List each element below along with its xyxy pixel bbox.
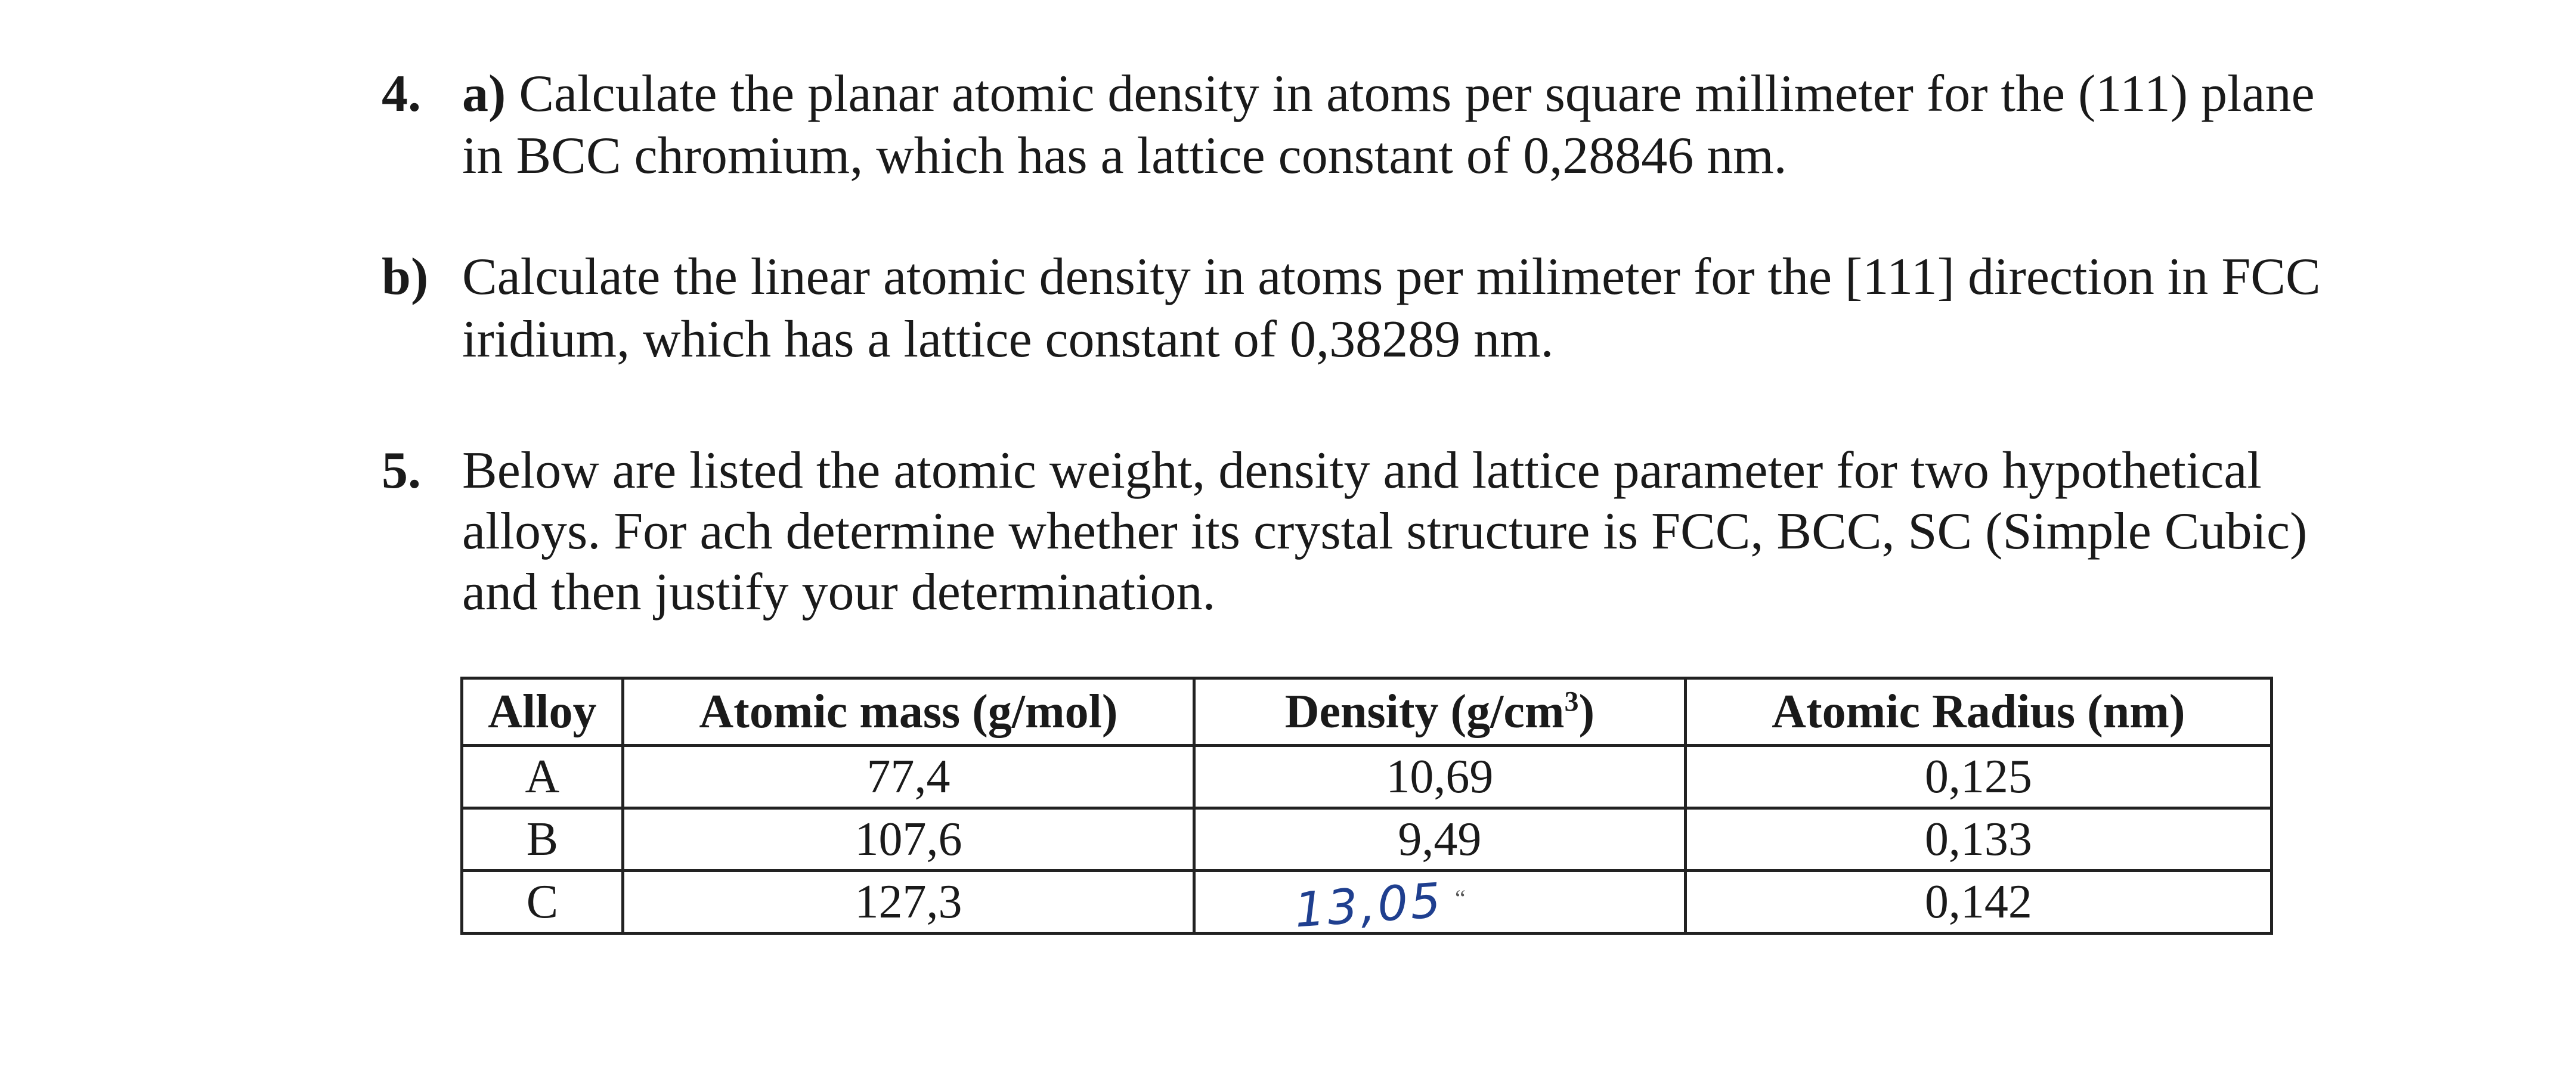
header-density-prefix: Density (g/cm (1284, 686, 1565, 738)
header-density (1194, 678, 1686, 746)
header-density-suffix: ) (1578, 686, 1595, 738)
header-alloy: Alloy (462, 678, 623, 746)
header-atomic-mass: Atomic mass (g/mol) (623, 678, 1194, 746)
question-4a-line-2: in BCC chromium, which has a lattice constant of 0,28846 nm. (462, 127, 1787, 185)
table-row (462, 871, 2272, 934)
cell-density: 10,69 (1194, 746, 1686, 808)
question-4a-line-1 (462, 64, 2315, 124)
table-header-row (462, 678, 2272, 746)
cell-mass: 107,6 (623, 808, 1194, 871)
question-4b-label: b) (382, 248, 429, 306)
question-4b-line-1: Calculate the linear atomic density in atoms per milimeter for the [111] direction in FCC (462, 248, 2321, 306)
question-4a-label: a) (462, 65, 506, 123)
cell-alloy: A (462, 746, 623, 808)
scribble-mark: “ (1455, 884, 1466, 912)
cell-density (1194, 871, 1686, 938)
cell-radius: 0,133 (1685, 808, 2271, 871)
cell-mass: 77,4 (623, 746, 1194, 808)
cell-radius: 0,125 (1685, 746, 2271, 808)
header-density-superscript: 3 (1564, 686, 1579, 718)
table-row (462, 808, 2272, 871)
question-5-number: 5. (382, 442, 421, 500)
question-4b-line-2: iridium, which has a lattice constant of 0,38289 nm. (462, 311, 1554, 368)
cell-mass: 127,3 (623, 871, 1194, 934)
handwritten-density-value: 13,05 (1293, 872, 1445, 938)
question-5-line-2: alloys. For ach determine whether its crystal structure is FCC, BCC, SC (Simple Cubic) (462, 503, 2308, 560)
question-4-number: 4. (382, 65, 421, 123)
cell-radius: 0,142 (1685, 871, 2271, 934)
cell-alloy: C (462, 871, 623, 934)
question-5-line-1: Below are listed the atomic weight, density and lattice parameter for two hypothetical (462, 442, 2262, 500)
question-4a-text: Calculate the planar atomic density in atoms per square millimeter for the (111) plane (519, 65, 2315, 123)
alloy-table (460, 677, 2273, 938)
question-5-line-3: and then justify your determination. (462, 563, 1216, 621)
cell-density: 9,49 (1194, 808, 1686, 871)
header-atomic-radius: Atomic Radius (nm) (1685, 678, 2271, 746)
cell-alloy: B (462, 808, 623, 871)
table-row (462, 746, 2272, 808)
